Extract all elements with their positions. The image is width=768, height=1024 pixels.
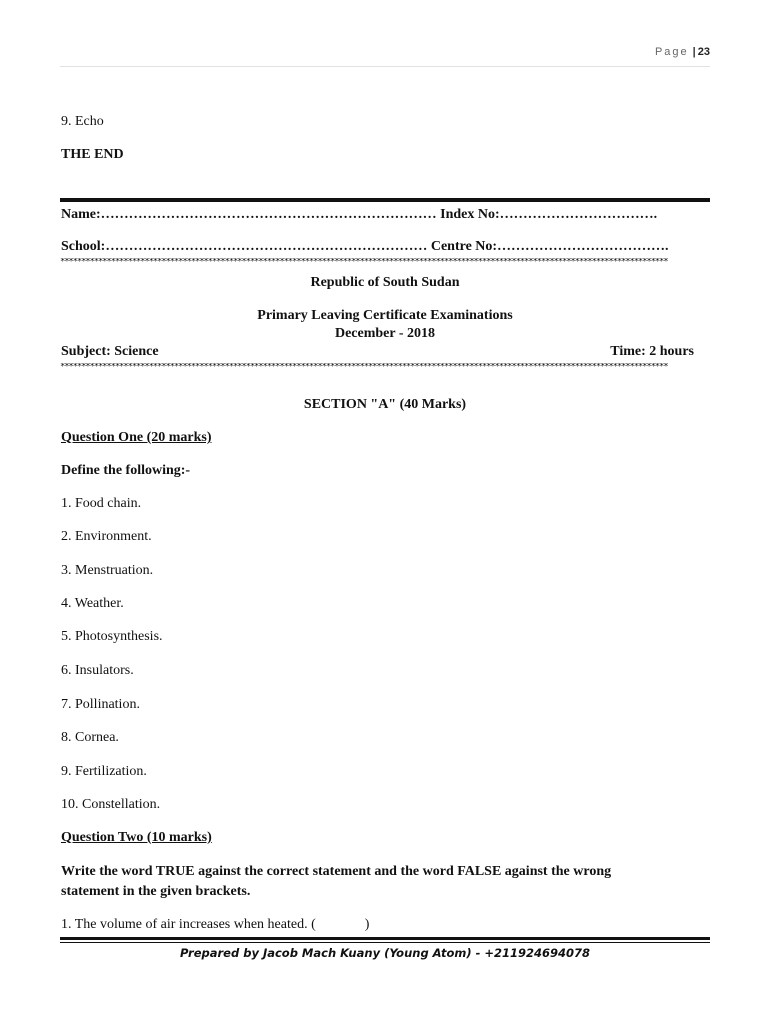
- list-item: 6. Insulators.: [61, 663, 134, 678]
- list-item: 3. Menstruation.: [61, 563, 154, 578]
- subject-label: Subject: Science: [61, 344, 159, 359]
- question-two-instruction-1: Write the word TRUE against the correct statement and the word FALSE against the wrong: [61, 864, 612, 879]
- true-false-item: 1. The volume of air increases when heated. ( ): [61, 917, 370, 932]
- exam-title: Primary Leaving Certificate Examinations: [257, 308, 513, 323]
- list-item: 5. Photosynthesis.: [61, 629, 163, 644]
- question-one-instruction: Define the following:-: [61, 463, 191, 478]
- page-number: 23: [697, 46, 710, 58]
- top-thick-rule: [60, 198, 710, 202]
- footer-thick-rule: [60, 937, 710, 940]
- question-two-instruction-2: statement in the given brackets.: [61, 884, 251, 899]
- republic-title: Republic of South Sudan: [310, 275, 460, 290]
- list-item: 10. Constellation.: [61, 797, 161, 812]
- exam-date: December - 2018: [334, 326, 436, 341]
- page-word: Page: [654, 46, 689, 58]
- the-end-label: THE END: [61, 147, 124, 162]
- header-rule: [60, 66, 710, 67]
- list-item: 8. Cornea.: [61, 730, 119, 745]
- list-item: 1. Food chain.: [61, 496, 142, 511]
- list-item: 4. Weather.: [61, 596, 124, 611]
- question-two-heading: Question Two (10 marks): [61, 830, 212, 845]
- footer-credit: Prepared by Jacob Mach Kuany (Young Atom) - +211924694078: [179, 946, 591, 960]
- list-item: 9. Fertilization.: [61, 764, 147, 779]
- name-index-line: Name:……………………………………………………………… Index No:…………………………….: [61, 207, 658, 222]
- star-divider-top: ************************************************************************************************************************************************: [60, 258, 668, 267]
- section-a-title: SECTION "A" (40 Marks): [303, 397, 467, 412]
- page-separator: |: [692, 46, 696, 58]
- echo-item: 9. Echo: [61, 114, 104, 129]
- list-item: 7. Pollination.: [61, 697, 140, 712]
- list-item: 2. Environment.: [61, 529, 152, 544]
- time-label: Time: 2 hours: [610, 344, 694, 359]
- page-number-header: [655, 46, 710, 58]
- question-one-heading: Question One (20 marks): [61, 430, 212, 445]
- star-divider-bottom: ************************************************************************************************************************************************: [60, 363, 668, 372]
- school-centre-line: School:…………………………………………………………… Centre No:……………………………….: [61, 239, 669, 254]
- footer-thin-rule: [60, 942, 710, 943]
